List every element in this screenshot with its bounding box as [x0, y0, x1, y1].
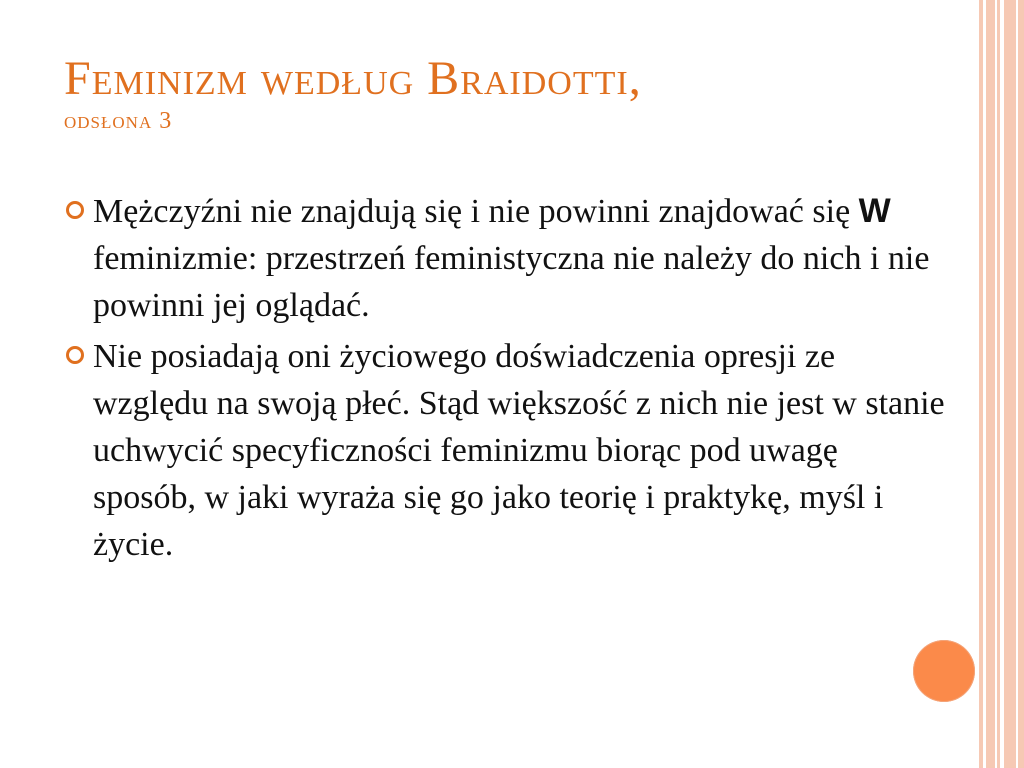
bullet-text: Nie posiadają oni życiowego doświadczenia opresji ze względu na swoją płeć. Stąd większość z nich nie jest w stanie uchwycić specyficzności feminizmu biorąc pod uwagę sposób, w jaki wyraża się go jako teorię i praktykę, myśl i życie.: [93, 338, 945, 563]
decorative-stripe: [997, 0, 1000, 768]
decorative-stripe: [1004, 0, 1016, 768]
bullet-list: [66, 188, 946, 572]
decorative-stripe: [979, 0, 983, 768]
slide-title-sub: odsłona 3: [64, 108, 173, 134]
bullet-text-part: Mężczyźni nie znajdują się i nie powinni znajdować się: [93, 193, 859, 230]
bullet-bold-word: W: [858, 192, 891, 230]
bullet-item: [66, 188, 946, 329]
bullet-text-part: feminizmie: przestrzeń feministyczna nie należy do nich i nie powinni jej oglądać.: [93, 240, 930, 324]
bullet-item: [66, 333, 946, 568]
slide-title: [64, 52, 944, 134]
slide-title-main: Feminizm według Braidotti,: [64, 52, 642, 105]
bullet-ring-icon: [66, 346, 84, 364]
decorative-stripe: [986, 0, 995, 768]
decorative-stripe: [1018, 0, 1024, 768]
bullet-ring-icon: [66, 201, 84, 219]
orange-circle-decoration: [913, 640, 975, 702]
